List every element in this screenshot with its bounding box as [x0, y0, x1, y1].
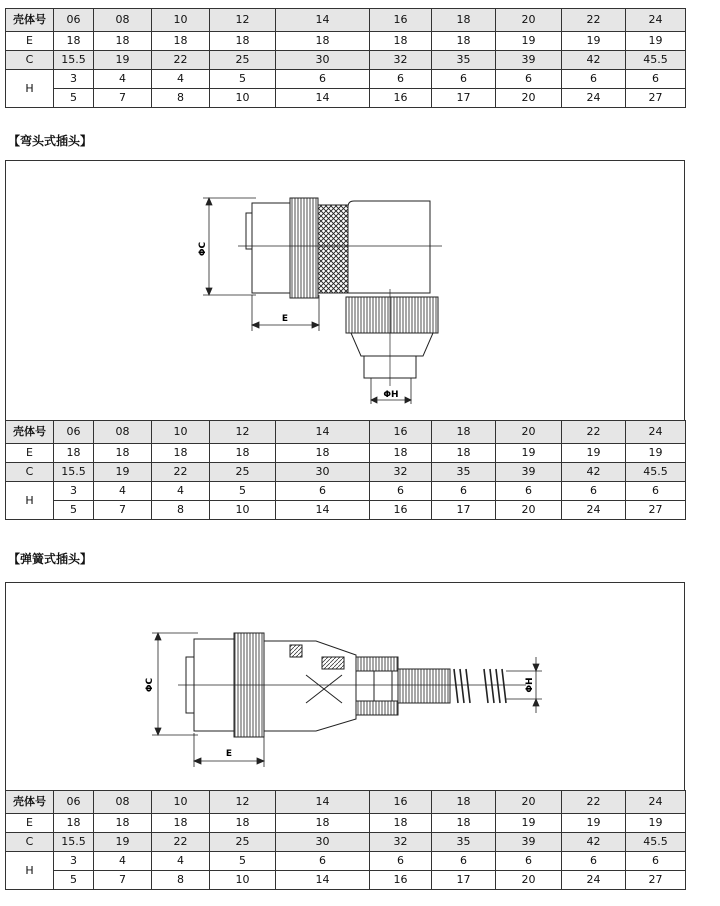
table-cell: 6	[432, 70, 496, 89]
table-cell: 19	[626, 814, 686, 833]
shell-size: 20	[496, 421, 562, 444]
section-title-elbow: 【弯头式插头】	[8, 134, 93, 148]
shell-size: 12	[210, 791, 276, 814]
table-row-e	[6, 32, 686, 51]
table-cell: 32	[370, 833, 432, 852]
table-cell: 27	[626, 501, 686, 520]
table-cell: 27	[626, 89, 686, 108]
shell-size: 06	[54, 9, 94, 32]
table-cell: 18	[94, 32, 152, 51]
table-cell: 18	[210, 444, 276, 463]
table-cell: 19	[562, 32, 626, 51]
table-cell: 8	[152, 501, 210, 520]
table-cell: 10	[210, 501, 276, 520]
table-cell: 24	[562, 871, 626, 890]
table-cell: 7	[94, 871, 152, 890]
row-label: H	[6, 482, 54, 520]
table-cell: 20	[496, 871, 562, 890]
shell-size: 18	[432, 9, 496, 32]
table-cell: 6	[276, 70, 370, 89]
table-row-c	[6, 463, 686, 482]
section-title-spring: 【弹簧式插头】	[8, 552, 93, 566]
table-cell: 18	[370, 32, 432, 51]
table-cell: 3	[54, 482, 94, 501]
table-cell: 32	[370, 51, 432, 70]
shell-size: 10	[152, 791, 210, 814]
table-cell: 25	[210, 833, 276, 852]
spring-coils	[454, 669, 506, 703]
shell-label: 壳体号	[6, 421, 54, 444]
table-cell: 20	[496, 501, 562, 520]
shell-size: 22	[562, 421, 626, 444]
table-row-h2	[6, 501, 686, 520]
table-cell: 19	[496, 444, 562, 463]
table-cell: 17	[432, 501, 496, 520]
table-cell: 5	[210, 852, 276, 871]
table-cell: 18	[152, 814, 210, 833]
table-cell: 24	[562, 89, 626, 108]
shell-size: 22	[562, 791, 626, 814]
shell-size: 14	[276, 9, 370, 32]
table-cell: 5	[210, 70, 276, 89]
spec-table-2-container	[5, 420, 685, 520]
table-cell: 18	[210, 814, 276, 833]
table-row-h2	[6, 871, 686, 890]
table-cell: 15.5	[54, 51, 94, 70]
table-header-row	[6, 421, 686, 444]
table-cell: 22	[152, 51, 210, 70]
table-cell: 17	[432, 89, 496, 108]
table-cell: 16	[370, 89, 432, 108]
label-e: E	[281, 314, 289, 324]
spring-plug-svg	[6, 583, 684, 791]
table-cell: 18	[276, 32, 370, 51]
row-label: C	[6, 833, 54, 852]
table-cell: 4	[152, 852, 210, 871]
table-header-row	[6, 791, 686, 814]
table-cell: 30	[276, 51, 370, 70]
table-cell: 19	[94, 51, 152, 70]
shell-size: 10	[152, 9, 210, 32]
table-cell: 4	[94, 852, 152, 871]
table-cell: 30	[276, 463, 370, 482]
table-cell: 18	[276, 444, 370, 463]
table-row-h1	[6, 482, 686, 501]
shell-size: 16	[370, 791, 432, 814]
table-cell: 19	[496, 32, 562, 51]
shell-size: 22	[562, 9, 626, 32]
table-row-c	[6, 833, 686, 852]
table-cell: 18	[94, 814, 152, 833]
table-cell: 45.5	[626, 51, 686, 70]
table-cell: 8	[152, 871, 210, 890]
table-cell: 10	[210, 871, 276, 890]
shell-size: 06	[54, 421, 94, 444]
table-cell: 45.5	[626, 463, 686, 482]
table-cell: 16	[370, 871, 432, 890]
table-cell: 6	[496, 482, 562, 501]
shell-size: 12	[210, 9, 276, 32]
table-cell: 18	[370, 814, 432, 833]
row-label: E	[6, 814, 54, 833]
table-cell: 18	[54, 32, 94, 51]
table-cell: 24	[562, 501, 626, 520]
table-cell: 42	[562, 51, 626, 70]
spring-plug-drawing	[5, 582, 685, 791]
table-cell: 15.5	[54, 463, 94, 482]
table-row-h2	[6, 89, 686, 108]
row-label: H	[6, 70, 54, 108]
table-cell: 42	[562, 833, 626, 852]
table-cell: 19	[626, 444, 686, 463]
table-cell: 22	[152, 463, 210, 482]
table-cell: 15.5	[54, 833, 94, 852]
shell-size: 18	[432, 791, 496, 814]
shell-size: 08	[94, 421, 152, 444]
table-cell: 18	[94, 444, 152, 463]
table-cell: 5	[54, 89, 94, 108]
table-cell: 18	[54, 444, 94, 463]
shell-size: 08	[94, 9, 152, 32]
table-cell: 18	[432, 814, 496, 833]
table-cell: 35	[432, 463, 496, 482]
label-e: E	[225, 749, 233, 759]
table-cell: 5	[210, 482, 276, 501]
dimension-e	[252, 295, 319, 331]
table-cell: 3	[54, 852, 94, 871]
spec-table-1	[5, 8, 686, 108]
table-cell: 18	[54, 814, 94, 833]
spec-table-1-container	[5, 8, 685, 108]
table-cell: 6	[496, 70, 562, 89]
table-cell: 30	[276, 833, 370, 852]
table-row-e	[6, 444, 686, 463]
table-cell: 14	[276, 89, 370, 108]
table-cell: 8	[152, 89, 210, 108]
table-cell: 6	[562, 852, 626, 871]
shell-size: 16	[370, 9, 432, 32]
table-cell: 4	[94, 70, 152, 89]
table-cell: 18	[152, 32, 210, 51]
table-cell: 6	[370, 852, 432, 871]
shell-size: 08	[94, 791, 152, 814]
table-cell: 45.5	[626, 833, 686, 852]
elbow-connector-body	[246, 198, 438, 378]
table-cell: 6	[432, 852, 496, 871]
table-cell: 6	[276, 482, 370, 501]
table-cell: 19	[562, 814, 626, 833]
table-cell: 6	[370, 482, 432, 501]
elbow-plug-svg	[6, 161, 684, 421]
elbow-plug-drawing	[5, 160, 685, 421]
row-label: E	[6, 444, 54, 463]
shell-size: 24	[626, 9, 686, 32]
table-cell: 19	[94, 833, 152, 852]
table-cell: 7	[94, 501, 152, 520]
table-cell: 6	[276, 852, 370, 871]
table-cell: 18	[276, 814, 370, 833]
table-cell: 19	[626, 32, 686, 51]
spec-table-3-container	[5, 790, 685, 890]
label-phi-c: ΦC	[198, 241, 208, 257]
table-cell: 6	[432, 482, 496, 501]
shell-size: 06	[54, 791, 94, 814]
shell-label: 壳体号	[6, 791, 54, 814]
table-cell: 39	[496, 51, 562, 70]
table-cell: 14	[276, 871, 370, 890]
table-cell: 39	[496, 463, 562, 482]
table-cell: 19	[496, 814, 562, 833]
table-cell: 6	[496, 852, 562, 871]
shell-size: 24	[626, 421, 686, 444]
table-cell: 7	[94, 89, 152, 108]
table-cell: 6	[370, 70, 432, 89]
shell-label: 壳体号	[6, 9, 54, 32]
shell-size: 20	[496, 9, 562, 32]
row-label: E	[6, 32, 54, 51]
table-cell: 6	[562, 482, 626, 501]
spec-table-2	[5, 420, 686, 520]
table-cell: 19	[94, 463, 152, 482]
table-cell: 18	[432, 444, 496, 463]
table-cell: 5	[54, 871, 94, 890]
table-row-c	[6, 51, 686, 70]
table-cell: 25	[210, 463, 276, 482]
label-phi-h: ΦH	[383, 390, 399, 400]
shell-size: 12	[210, 421, 276, 444]
table-row-h1	[6, 852, 686, 871]
table-cell: 5	[54, 501, 94, 520]
table-cell: 20	[496, 89, 562, 108]
table-cell: 6	[626, 70, 686, 89]
table-cell: 18	[210, 32, 276, 51]
table-cell: 10	[210, 89, 276, 108]
table-header-row	[6, 9, 686, 32]
label-phi-c: ΦC	[145, 677, 155, 693]
table-cell: 4	[152, 482, 210, 501]
table-cell: 35	[432, 51, 496, 70]
table-cell: 18	[370, 444, 432, 463]
table-cell: 18	[432, 32, 496, 51]
label-phi-h: ΦH	[525, 677, 535, 693]
spec-table-3	[5, 790, 686, 890]
shell-size: 14	[276, 791, 370, 814]
table-cell: 6	[626, 852, 686, 871]
table-cell: 42	[562, 463, 626, 482]
table-cell: 27	[626, 871, 686, 890]
row-label: C	[6, 463, 54, 482]
table-cell: 22	[152, 833, 210, 852]
table-cell: 3	[54, 70, 94, 89]
table-cell: 39	[496, 833, 562, 852]
table-cell: 35	[432, 833, 496, 852]
table-cell: 18	[152, 444, 210, 463]
table-cell: 25	[210, 51, 276, 70]
shell-size: 24	[626, 791, 686, 814]
table-cell: 6	[626, 482, 686, 501]
row-label: C	[6, 51, 54, 70]
shell-size: 16	[370, 421, 432, 444]
shell-size: 10	[152, 421, 210, 444]
table-cell: 32	[370, 463, 432, 482]
table-cell: 19	[562, 444, 626, 463]
shell-size: 20	[496, 791, 562, 814]
shell-size: 14	[276, 421, 370, 444]
shell-size: 18	[432, 421, 496, 444]
table-cell: 4	[94, 482, 152, 501]
table-row-e	[6, 814, 686, 833]
table-row-h1	[6, 70, 686, 89]
table-cell: 16	[370, 501, 432, 520]
table-cell: 6	[562, 70, 626, 89]
table-cell: 17	[432, 871, 496, 890]
row-label: H	[6, 852, 54, 890]
table-cell: 4	[152, 70, 210, 89]
table-cell: 14	[276, 501, 370, 520]
